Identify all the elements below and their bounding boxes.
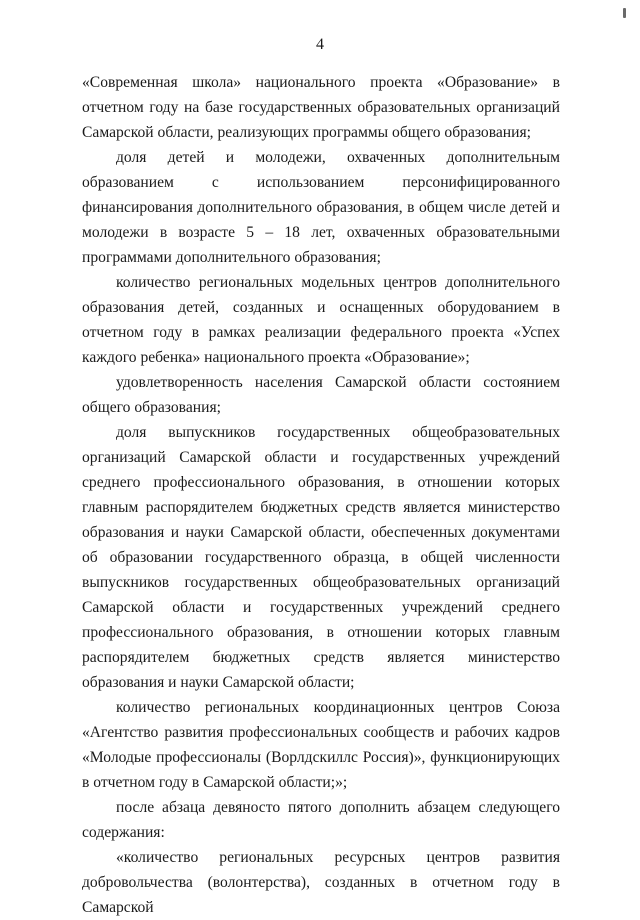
paragraph-worldskills-centers: количество региональных координационных центров Союза «Агентство развития профессиональных сообществ и рабочих кадров «Молодые профессионалы (Ворлдскиллс Россия)», функционирующих в отчетном году в Самарской области;»; — [82, 699, 560, 791]
paragraph-model-centers: количество региональных модельных центров дополнительного образования детей, созданных и оснащенных оборудованием в отчетном году в рамках реализации федерального проекта «Успех каждого ребенка» национального проекта «Образование»; — [82, 274, 560, 366]
paragraph-additional-education-share: доля детей и молодежи, охваченных дополнительным образованием с использованием персонифицированного финансирования дополнительного образования, в общем числе детей и молодежи в возрасте 5 – 18 лет, охваченных образовательными программами дополнительного образования; — [82, 149, 560, 266]
document-body — [82, 70, 560, 920]
paragraph-graduates-share: доля выпускников государственных общеобразовательных организаций Самарской области и государственных учреждений среднего профессионального образования, в отношении которых главным распорядителем бюджетных средств является министерство образования и науки Самарской области, обеспеченных документами об образовании государственного образца, в общей численности выпускников государственных общеобразовательных организаций Самарской области и государственных учреждений среднего профессионального образования, в отношении которых главным распорядителем бюджетных средств является министерство образования и науки Самарской области; — [82, 424, 560, 691]
paragraph-modern-school: «Современная школа» национального проекта «Образование» в отчетном году на базе государственных образовательных организаций Самарской области, реализующих программы общего образования; — [82, 74, 560, 141]
paragraph-amendment-instruction: после абзаца девяносто пятого дополнить абзацем следующего содержания: — [82, 799, 560, 841]
paragraph-volunteer-centers: «количество региональных ресурсных центров развития добровольчества (волонтерства), созданных в отчетном году в Самарской — [82, 849, 560, 916]
paragraph-satisfaction: удовлетворенность населения Самарской области состоянием общего образования; — [82, 374, 560, 416]
page-number: 4 — [316, 36, 324, 53]
scan-artifact-mark — [623, 8, 626, 18]
